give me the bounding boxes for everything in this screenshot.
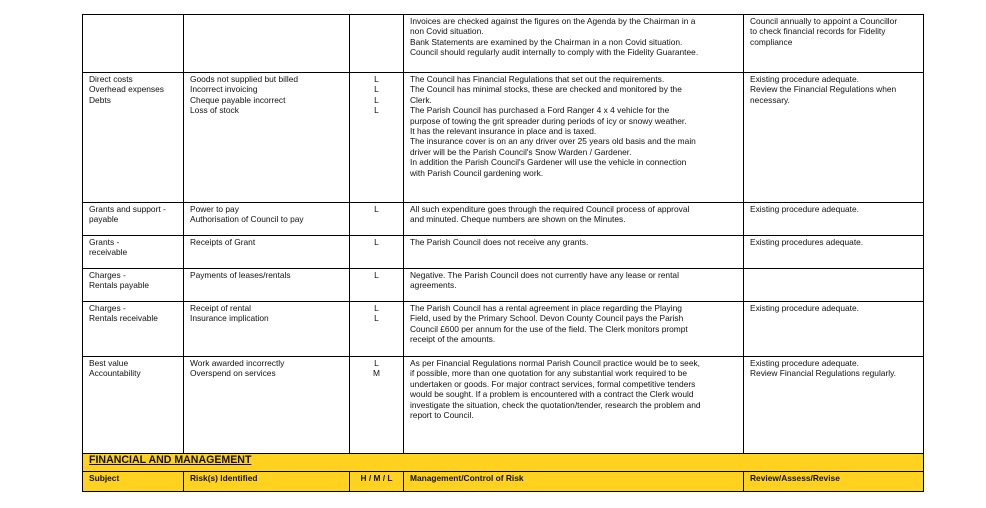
level-value: L xyxy=(374,204,379,214)
management-cell xyxy=(404,73,744,203)
subject-line: Direct costs xyxy=(89,74,133,84)
management-line: It has the relevant insurance in place and is taxed. xyxy=(410,126,597,137)
risk-line: Cheque payable incorrect xyxy=(190,94,286,105)
management-line: report to Council. xyxy=(410,410,474,421)
level-cell xyxy=(350,236,404,269)
risk-line: Authorisation of Council to pay xyxy=(190,214,304,225)
review-line: compliance xyxy=(750,36,793,47)
review-cell xyxy=(744,302,924,357)
subject-line: Best value xyxy=(89,358,129,368)
management-line: purpose of towing the grit spreader during periods of icy or snowy weather. xyxy=(410,115,687,126)
management-line: Clerk. xyxy=(410,94,432,105)
risk-line: Power to pay xyxy=(190,204,239,214)
risk-line: Goods not supplied but billed xyxy=(190,74,299,84)
review-cell xyxy=(744,357,924,454)
risk-line: Receipts of Grant xyxy=(190,237,256,247)
section-cell xyxy=(83,454,924,472)
review-line: to check financial records for Fidelity xyxy=(750,26,886,37)
management-line: Council should regularly audit internally to comply with the Fidelity Guarantee. xyxy=(410,47,699,58)
header-review: Review/Assess/Revise xyxy=(744,472,924,492)
table-row xyxy=(83,357,924,454)
level-value: L xyxy=(374,94,379,105)
subject-line: receivable xyxy=(89,247,128,258)
table-body xyxy=(83,15,924,454)
level-value: L xyxy=(374,270,379,280)
management-cell xyxy=(404,269,744,302)
risks-cell xyxy=(184,357,350,454)
subject-line: Charges - xyxy=(89,303,126,313)
management-line: Council £600 per annum for the use of the field. The Clerk monitors prompt xyxy=(410,323,688,334)
table-row xyxy=(83,203,924,236)
review-line: Existing procedures adequate. xyxy=(750,237,864,247)
subject-cell xyxy=(83,269,184,302)
risk-line: Insurance implication xyxy=(190,313,269,324)
subject-line: Charges - xyxy=(89,270,126,280)
risk-line: Receipt of rental xyxy=(190,303,251,313)
risks-cell xyxy=(184,269,350,302)
table-row xyxy=(83,236,924,269)
subject-cell xyxy=(83,357,184,454)
level-cell xyxy=(350,15,404,73)
management-line: would be sought. If a problem is encountered with a contract the Clerk would xyxy=(410,389,694,400)
management-line: agreements. xyxy=(410,280,457,291)
management-line: Bank Statements are examined by the Chairman in a non Covid situation. xyxy=(410,36,683,47)
risk-line: Loss of stock xyxy=(190,105,239,116)
subject-cell xyxy=(83,203,184,236)
risk-line: Overspend on services xyxy=(190,368,276,379)
level-value: L xyxy=(374,313,379,324)
level-cell xyxy=(350,73,404,203)
risks-cell xyxy=(184,15,350,73)
management-line: investigate the situation, check the quotation/tender, research the problem and xyxy=(410,399,701,410)
section-title: FINANCIAL AND MANAGEMENT xyxy=(89,454,252,466)
management-line: and minuted. Cheque numbers are shown on the Minutes. xyxy=(410,214,626,225)
management-line: undertaken or goods. For major contract services, formal competitive tenders xyxy=(410,378,696,389)
review-cell xyxy=(744,73,924,203)
management-line: All such expenditure goes through the required Council process of approval xyxy=(410,204,690,214)
header-level: H / M / L xyxy=(350,472,404,492)
subject-line: payable xyxy=(89,214,119,225)
risk-line: Work awarded incorrectly xyxy=(190,358,285,368)
table-row xyxy=(83,73,924,203)
risks-cell xyxy=(184,203,350,236)
review-cell xyxy=(744,15,924,73)
level-value: L xyxy=(374,358,379,368)
management-cell xyxy=(404,15,744,73)
column-header-row xyxy=(83,472,924,492)
level-value: L xyxy=(374,84,379,95)
subject-line: Debts xyxy=(89,94,111,105)
subject-cell xyxy=(83,15,184,73)
review-line: Existing procedure adequate. xyxy=(750,303,859,313)
risk-line: Incorrect invoicing xyxy=(190,84,258,95)
review-line: Existing procedure adequate. xyxy=(750,204,859,214)
subject-cell xyxy=(83,73,184,203)
level-cell xyxy=(350,302,404,357)
management-line: As per Financial Regulations normal Parish Council practice would be to seek, xyxy=(410,358,701,368)
section-row xyxy=(83,454,924,472)
management-line: receipt of the amounts. xyxy=(410,334,496,345)
management-line: driver will be the Parish Council's Snow Warden / Gardener. xyxy=(410,146,632,157)
table-row xyxy=(83,15,924,73)
management-line: with Parish Council gardening work. xyxy=(410,167,544,178)
management-line: The Parish Council has a rental agreement in place regarding the Playing xyxy=(410,303,682,313)
level-value: L xyxy=(374,105,379,116)
review-line: necessary. xyxy=(750,94,790,105)
management-cell xyxy=(404,236,744,269)
risks-cell xyxy=(184,302,350,357)
level-cell xyxy=(350,357,404,454)
management-line: The Council has Financial Regulations that set out the requirements. xyxy=(410,74,665,84)
header-management: Management/Control of Risk xyxy=(404,472,744,492)
review-line: Existing procedure adequate. xyxy=(750,358,859,368)
level-value: M xyxy=(373,368,380,379)
review-cell xyxy=(744,236,924,269)
table-row xyxy=(83,302,924,357)
header-subject: Subject xyxy=(83,472,184,492)
subject-line: Grants - xyxy=(89,237,120,247)
subject-line: Overhead expenses xyxy=(89,84,164,95)
risk-line: Payments of leases/rentals xyxy=(190,270,291,280)
review-cell xyxy=(744,269,924,302)
level-value: L xyxy=(374,74,379,84)
header-risks: Risk(s) Identified xyxy=(184,472,350,492)
subject-cell xyxy=(83,302,184,357)
management-line: The Parish Council does not receive any grants. xyxy=(410,237,589,247)
review-line: Council annually to appoint a Councillor xyxy=(750,16,898,26)
management-line: Field, used by the Primary School. Devon County Council pays the Parish xyxy=(410,313,684,324)
management-line: In addition the Parish Council's Gardener will use the vehicle in connection xyxy=(410,157,687,168)
level-value: L xyxy=(374,237,379,247)
subject-cell xyxy=(83,236,184,269)
level-cell xyxy=(350,203,404,236)
review-cell xyxy=(744,203,924,236)
management-line: The insurance cover is on an any driver over 25 years old basis and the main xyxy=(410,136,696,147)
management-line: Invoices are checked against the figures on the Agenda by the Chairman in a xyxy=(410,16,696,26)
management-cell xyxy=(404,357,744,454)
review-line: Existing procedure adequate. xyxy=(750,74,859,84)
management-line: non Covid situation. xyxy=(410,26,484,37)
risks-cell xyxy=(184,73,350,203)
subject-line: Rentals payable xyxy=(89,280,150,291)
level-value: L xyxy=(374,303,379,313)
management-line: The Parish Council has purchased a Ford Ranger 4 x 4 vehicle for the xyxy=(410,105,670,116)
risk-assessment-table xyxy=(82,14,924,492)
review-line: Review the Financial Regulations when xyxy=(750,84,897,95)
subject-line: Accountability xyxy=(89,368,141,379)
subject-line: Rentals receivable xyxy=(89,313,158,324)
management-line: The Council has minimal stocks, these are checked and monitored by the xyxy=(410,84,682,95)
table-row xyxy=(83,269,924,302)
management-cell xyxy=(404,302,744,357)
management-line: Negative. The Parish Council does not currently have any lease or rental xyxy=(410,270,679,280)
management-cell xyxy=(404,203,744,236)
level-cell xyxy=(350,269,404,302)
review-line: Review Financial Regulations regularly. xyxy=(750,368,897,379)
subject-line: Grants and support - xyxy=(89,204,166,214)
management-line: if possible, more than one quotation for any substantial work required to be xyxy=(410,368,688,379)
risks-cell xyxy=(184,236,350,269)
